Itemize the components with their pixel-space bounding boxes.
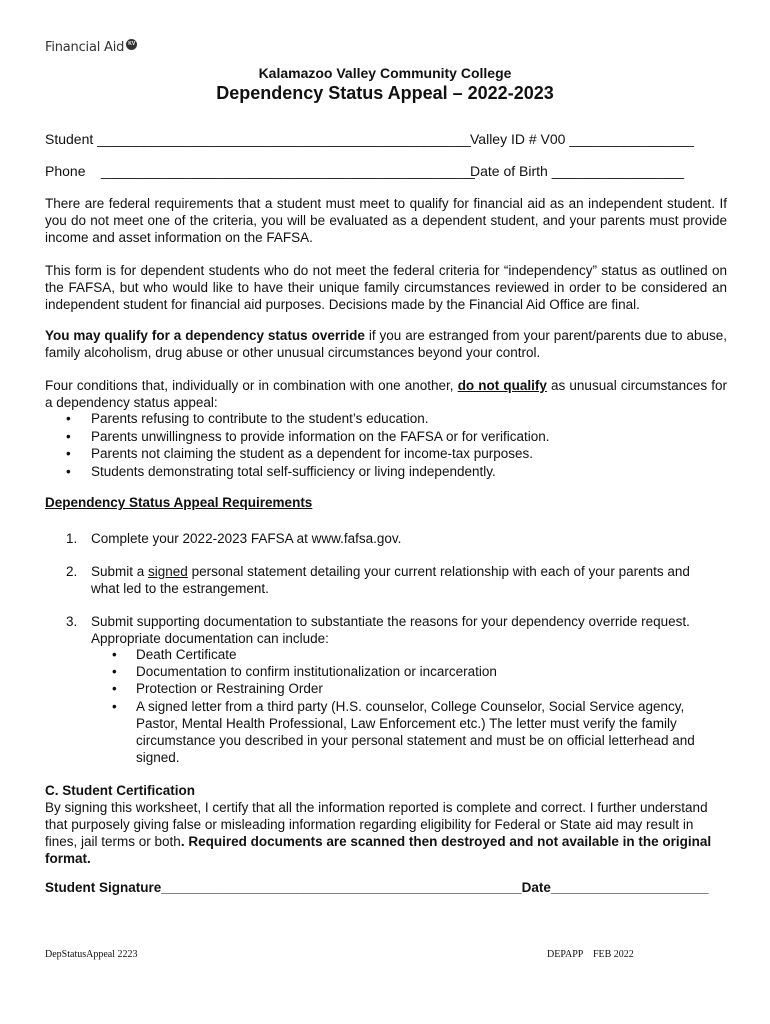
college-name: Kalamazoo Valley Community College bbox=[258, 65, 512, 81]
conditions-paragraph bbox=[45, 377, 727, 411]
list-item: • Parents unwillingness to provide information on the FAFSA or for verification. bbox=[66, 428, 706, 446]
step-text: Complete your 2022-2023 FAFSA at www.fafsa.gov. bbox=[91, 531, 402, 546]
step-number: 3. bbox=[66, 614, 78, 629]
override-emphasis: You may qualify for a dependency status override bbox=[45, 328, 365, 343]
step-text: Submit a signed personal statement detailing your current relationship with each of your parents and what led to the estrangement. bbox=[91, 564, 690, 596]
requirement-step-3 bbox=[66, 613, 716, 647]
requirement-step-2 bbox=[66, 563, 716, 597]
certification-text: By signing this worksheet, I certify that all the information reported is complete and correct. I further understand that purposely giving false or misleading information regarding eligibility for Federal or State aid may result in fines, jail terms or both. Required documents are scanned then destroyed and not available in the original format. bbox=[45, 800, 712, 866]
valley-id-field[interactable]: Valley ID # V00 ________________ bbox=[470, 131, 694, 147]
step-number: 1. bbox=[66, 531, 78, 546]
kv-badge-icon: KV bbox=[126, 39, 137, 50]
list-item: • A signed letter from a third party (H.S. counselor, College Counselor, Social Service agency, Pastor, Mental Health Professional, Law Enforcement etc.) The letter must verify the family circumstance you described in your personal statement and must be on official letterhead and signed. bbox=[112, 698, 722, 767]
list-item: • Documentation to confirm institutionalization or incarceration bbox=[112, 663, 722, 680]
phone-field[interactable]: Phone ________________________________________________ bbox=[45, 163, 475, 179]
date-of-birth-field[interactable]: Date of Birth _________________ bbox=[470, 163, 685, 179]
certification-section bbox=[45, 782, 727, 867]
form-title: Dependency Status Appeal – 2022-2023 bbox=[216, 83, 554, 103]
logo-text: Financial Aid bbox=[45, 40, 125, 55]
step-text: Submit supporting documentation to substantiate the reasons for your dependency override request. Appropriate documentation can include: bbox=[91, 614, 690, 646]
student-signature-line[interactable]: Student Signature________________________________________________Date_____________________ bbox=[45, 880, 709, 895]
student-field[interactable]: Student ________________________________________________ bbox=[45, 131, 471, 147]
financial-aid-logo bbox=[45, 40, 137, 55]
list-item: • Students demonstrating total self-sufficiency or living independently. bbox=[66, 463, 706, 481]
conditions-text-end: as unusual circumstances for a dependency status appeal: bbox=[45, 378, 727, 410]
certification-heading: C. Student Certification bbox=[45, 783, 196, 798]
intro-paragraph-1: There are federal requirements that a student must meet to qualify for financial aid as an independent student. If you do not meet one of the criteria, you will be evaluated as a dependent student, and your parents must provide income and asset information on the FAFSA. bbox=[45, 196, 727, 245]
requirement-step-1 bbox=[66, 530, 716, 547]
requirements-heading: Dependency Status Appeal Requirements bbox=[45, 495, 313, 510]
intro-paragraph-2: This form is for dependent students who do not meet the federal criteria for “independency” status as outlined on the FAFSA, but who would like to have their unique family circumstances reviewed in order to be considered an independent student for financial aid purposes. Decisions made by the Financial Aid Office are final. bbox=[45, 263, 727, 312]
override-paragraph bbox=[45, 327, 727, 361]
list-item: • Parents refusing to contribute to the student’s education. bbox=[66, 410, 706, 428]
conditions-list bbox=[66, 410, 706, 480]
signed-emphasis: signed bbox=[148, 564, 188, 579]
override-text: if you are estranged from your parent/parents due to abuse, family alcoholism, drug abuse or other unusual circumstances beyond your control. bbox=[45, 328, 727, 360]
documentation-list bbox=[112, 646, 722, 766]
footer-revision: DEPAPP FEB 2022 bbox=[547, 949, 634, 960]
do-not-qualify-emphasis: do not qualify bbox=[457, 378, 547, 393]
footer-form-code: DepStatusAppeal 2223 bbox=[45, 949, 138, 960]
conditions-text-start: Four conditions that, individually or in combination with one another, bbox=[45, 378, 458, 393]
step-number: 2. bbox=[66, 564, 78, 579]
list-item: • Protection or Restraining Order bbox=[112, 680, 722, 697]
list-item: • Death Certificate bbox=[112, 646, 722, 663]
list-item: • Parents not claiming the student as a dependent for income-tax purposes. bbox=[66, 445, 706, 463]
certification-emphasis: . Required documents are scanned then destroyed and not available in the original format. bbox=[45, 834, 712, 866]
